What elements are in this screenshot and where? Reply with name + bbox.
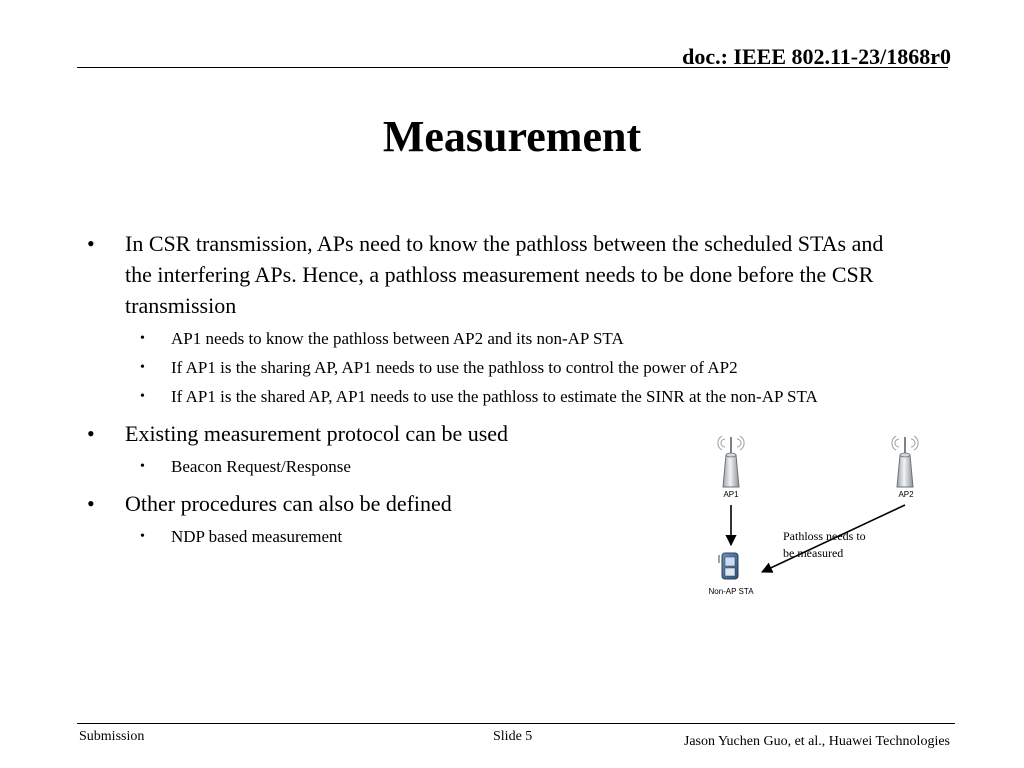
- sub-bullet-marker: •: [140, 529, 145, 544]
- sub-bullet-marker: •: [140, 389, 145, 404]
- ap1-router-icon: [718, 436, 744, 487]
- diagram-canvas: [690, 425, 930, 600]
- pathloss-callout: [783, 528, 866, 562]
- bullet-marker: •: [87, 491, 95, 516]
- header-divider: [77, 67, 948, 68]
- bullet-item: [80, 228, 915, 321]
- bullet-text: In CSR transmission, APs need to know the pathloss between the scheduled STAs and the interfering APs. Hence, a pathloss measurement needs to be done before the CSR transmission: [125, 231, 884, 318]
- footer-slide-number: Slide 5: [493, 729, 533, 744]
- sub-bullet-item: [80, 386, 960, 408]
- sub-bullet-marker: •: [140, 459, 145, 474]
- sub-bullet-text: AP1 needs to know the pathloss between AP2 and its non-AP STA: [171, 329, 624, 348]
- sub-bullet-text: NDP based measurement: [171, 527, 343, 546]
- footer-divider: [77, 723, 955, 724]
- sub-bullet-item: [80, 357, 960, 379]
- non-ap-sta-label: Non-AP STA: [708, 587, 754, 596]
- sub-bullet-text: Beacon Request/Response: [171, 457, 351, 476]
- sub-bullet-text: If AP1 is the sharing AP, AP1 needs to use the pathloss to control the power of AP2: [171, 358, 738, 377]
- bullet-text: Existing measurement protocol can be used: [125, 421, 509, 446]
- ap2-label: AP2: [898, 490, 914, 499]
- sub-bullet-marker: •: [140, 331, 145, 346]
- ap1-label: AP1: [723, 490, 739, 499]
- callout-line: Pathloss needs to: [783, 529, 866, 543]
- document-id: doc.: IEEE 802.11-23/1868r0: [682, 44, 951, 69]
- ap2-router-icon: [892, 436, 918, 487]
- sub-bullet-item: [80, 328, 960, 350]
- footer-authors: Jason Yuchen Guo, et al., Huawei Technologies: [683, 734, 950, 749]
- bullet-marker: •: [87, 231, 95, 256]
- pathloss-diagram: [690, 425, 930, 600]
- sub-bullet-marker: •: [140, 360, 145, 375]
- bullet-text: Other procedures can also be defined: [125, 491, 452, 516]
- slide-title: Measurement: [382, 112, 642, 161]
- callout-line: be measured: [783, 546, 844, 560]
- sub-bullet-text: If AP1 is the shared AP, AP1 needs to use the pathloss to estimate the SINR at the non-AP STA: [171, 387, 818, 406]
- bullet-marker: •: [87, 421, 95, 446]
- footer-submission: Submission: [79, 729, 145, 744]
- phone-icon: [719, 553, 738, 579]
